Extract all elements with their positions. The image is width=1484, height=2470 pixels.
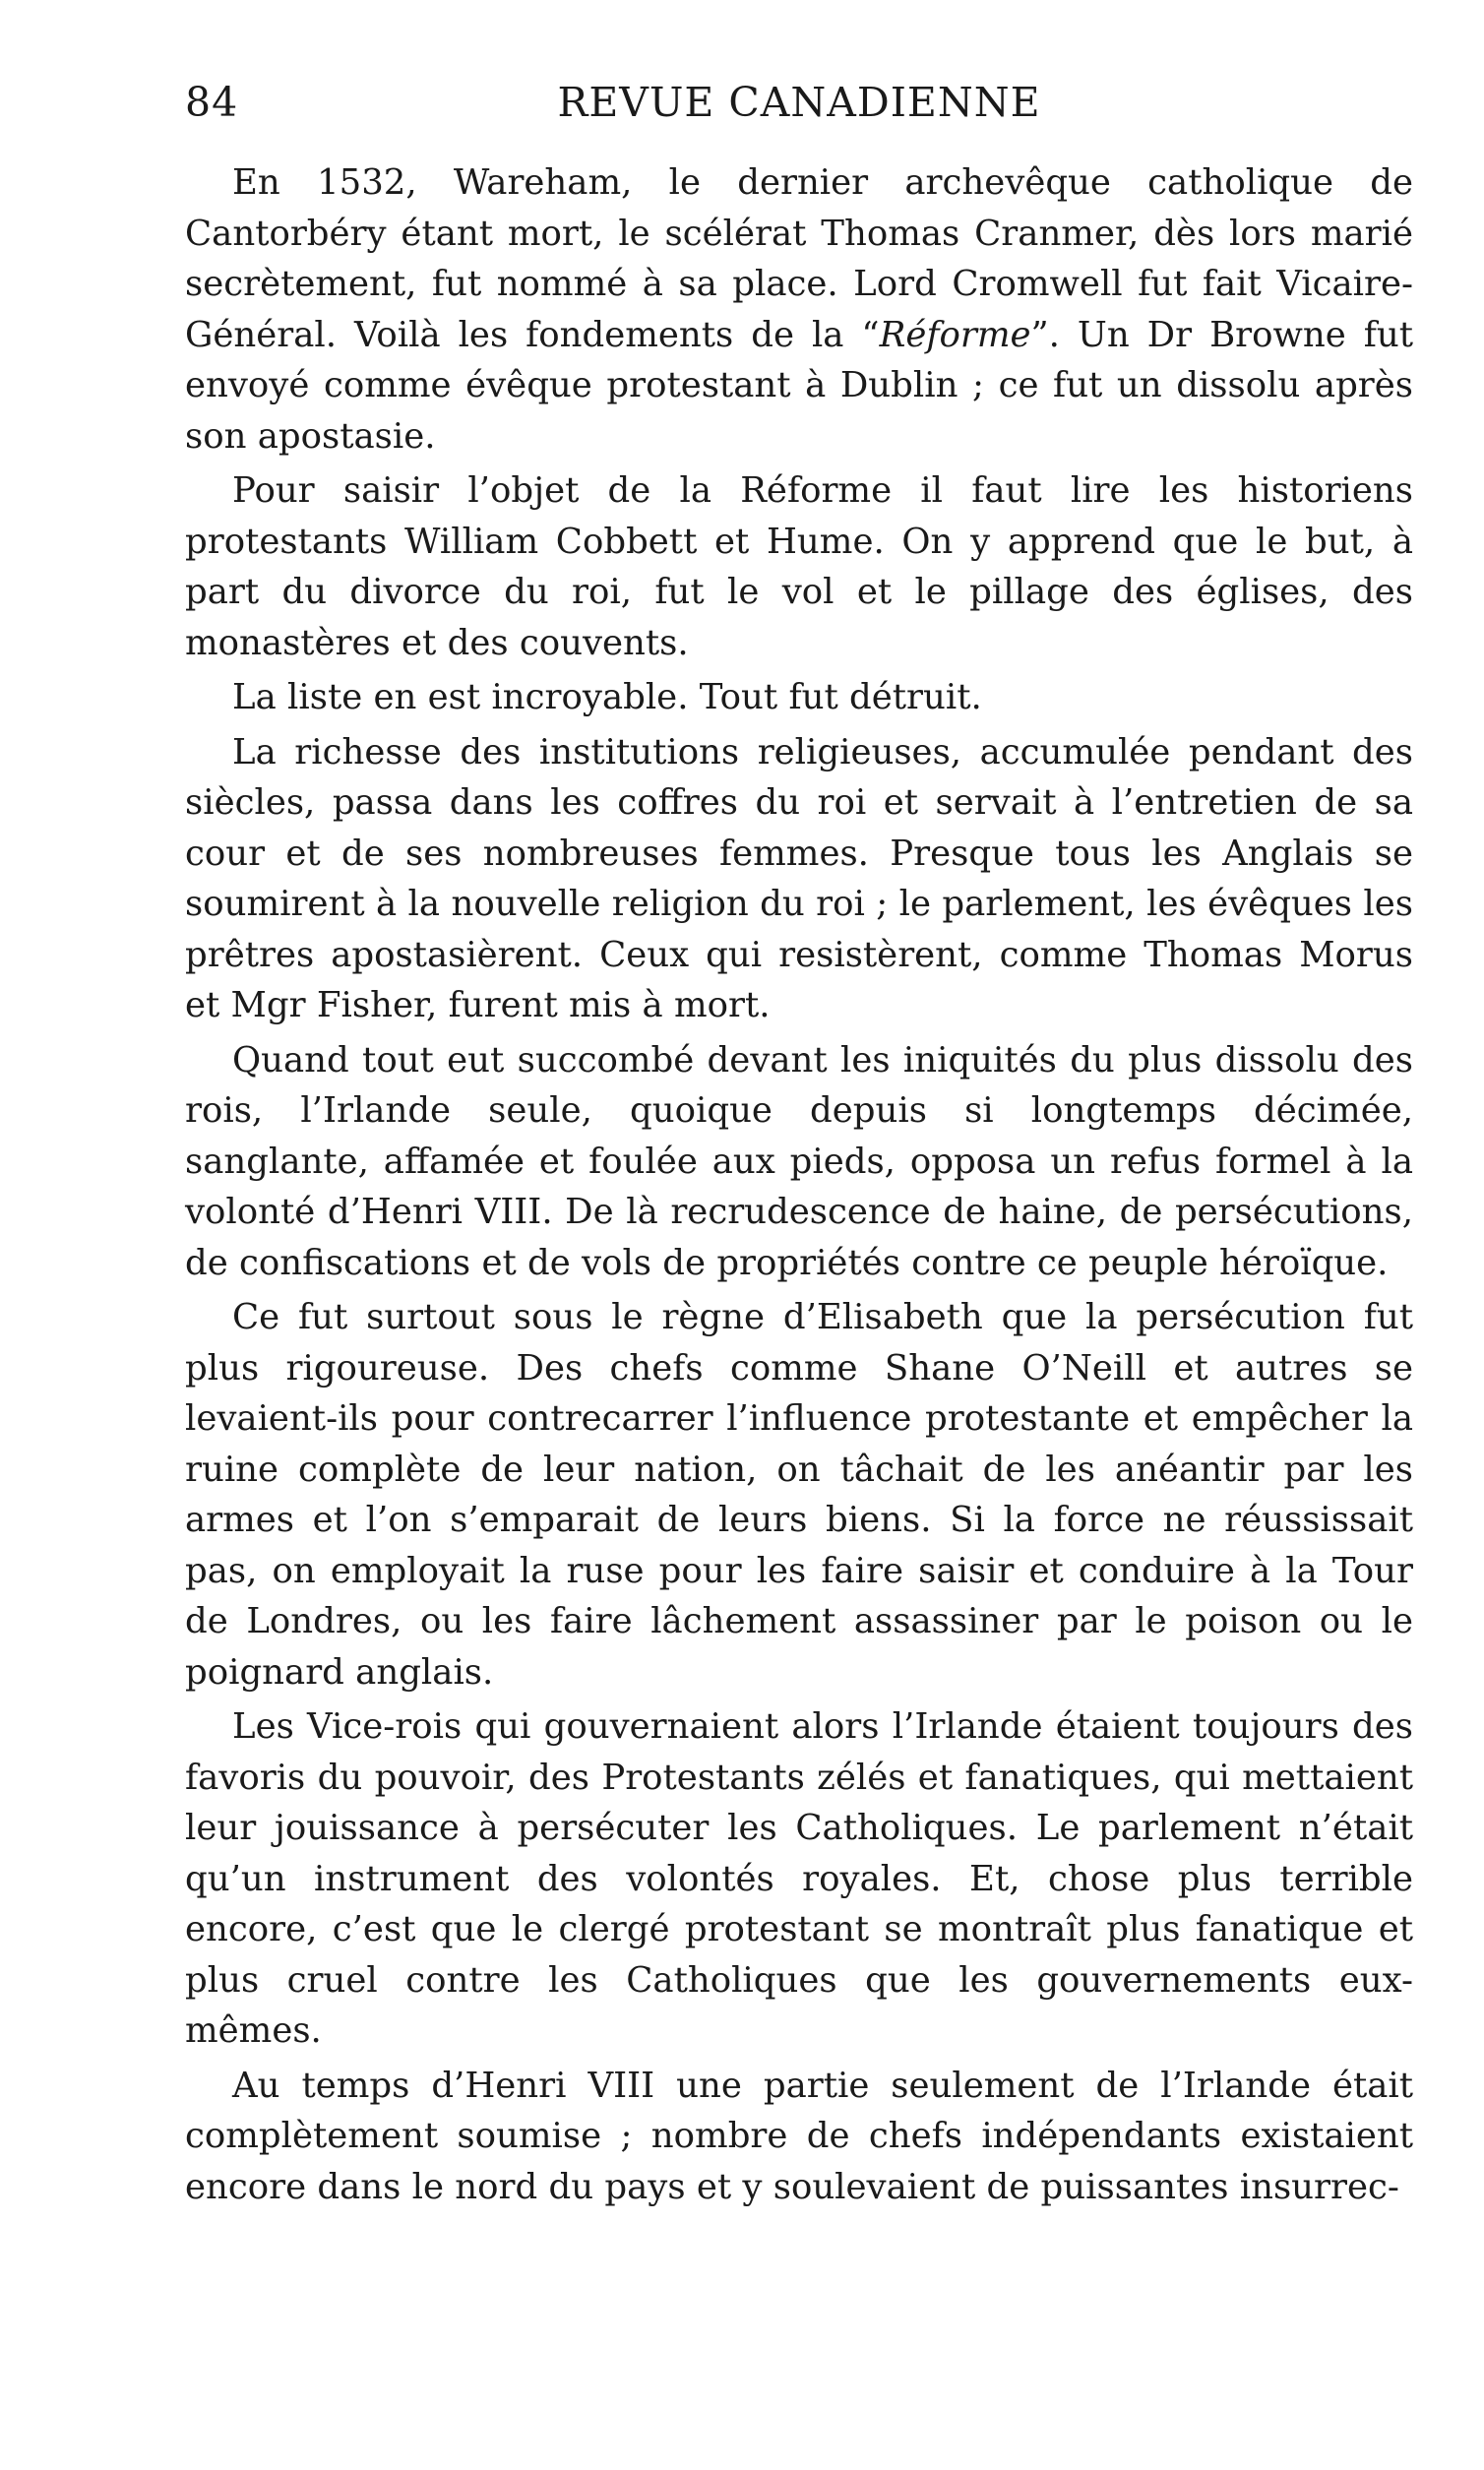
book-page xyxy=(185,69,1413,2212)
body-text xyxy=(185,157,1413,2212)
paragraph-incredible-list: La liste en est incroyable. Tout fut détruit. xyxy=(232,677,982,717)
journal-title: REVUE CANADIENNE xyxy=(557,79,1041,126)
paragraph-henri-viii: Au temps d’Henri VIII une partie seulement de l’Irlande était complètement soumise ; nombre de chefs indépendants existaient encore dans le nord du pays et y soulevaient de puissantes insurrec- xyxy=(185,2065,1413,2207)
paragraph-reforme-object: Pour saisir l’objet de la Réforme il faut lire les historiens protestants William Cobbett et Hume. On y apprend que le but, à part du divorce du roi, fut le vol et le pillage des églises, des monastères et des couvents. xyxy=(185,470,1413,663)
page-number: 84 xyxy=(185,79,239,126)
paragraph-cranmer xyxy=(185,157,1413,462)
paragraph-elisabeth: Ce fut surtout sous le règne d’Elisabeth que la persécution fut plus rigoureuse. Des chefs comme Shane O’Neill et autres se levaient-ils pour contrecarrer l’influence protestante et empêcher la ruine complète de leur nation, on tâchait de les anéantir par les armes et l’on s’emparait de leurs biens. Si la force ne réussissait pas, on employait la ruse pour les faire saisir et conduire à la Tour de Londres, ou les faire lâchement assassiner par le poison ou le poignard anglais. xyxy=(185,1297,1413,1693)
paragraph-cranmer-text-after: ”. Un Dr Browne fut envoyé comme évêque protestant à Dublin ; ce fut un dissolu après son apostasie. xyxy=(185,314,1413,457)
paragraph-wealth: La richesse des institutions religieuses, accumulée pendant des siècles, passa dans les coffres du roi et servait à l’entretien de sa cour et de ses nombreuses femmes. Presque tous les Anglais se soumirent à la nouvelle religion du roi ; le parlement, les évêques les prêtres apostasièrent. Ceux qui resistèrent, comme Thomas Morus et Mgr Fisher, furent mis à mort. xyxy=(185,731,1413,1025)
paragraph-viceroys: Les Vice-rois qui gouvernaient alors l’Irlande étaient toujours des favoris du pouvoir, des Protestants zélés et fanatiques, qui mettaient leur jouissance à persécuter les Catholiques. Le parlement n’était qu’un instrument des volontés royales. Et, chose plus terrible encore, c’est que le clergé protestant se montraît plus fanatique et plus cruel contre les Catholiques que les gouvernements eux-mêmes. xyxy=(185,1706,1413,2051)
reforme-emphasis: Réforme xyxy=(879,314,1031,355)
paragraph-ireland-refusal: Quand tout eut succombé devant les iniquités du plus dissolu des rois, l’Irlande seule, quoique depuis si longtemps décimée, sanglante, affamée et foulée aux pieds, opposa un refus formel à la volonté d’Henri VIII. De là recrudescence de haine, de persécutions, de confiscations et de vols de propriétés contre ce peuple héroïque. xyxy=(185,1039,1413,1283)
paragraph-cranmer-text-before: En 1532, Wareham, le dernier archevêque catholique de Cantorbéry étant mort, le scélérat Thomas Cranmer, dès lors marié secrètement, fut nommé à sa place. Lord Cromwell fut fait Vicaire-Général. Voilà les fondements de la “ xyxy=(185,162,1413,355)
running-head xyxy=(185,69,1413,128)
